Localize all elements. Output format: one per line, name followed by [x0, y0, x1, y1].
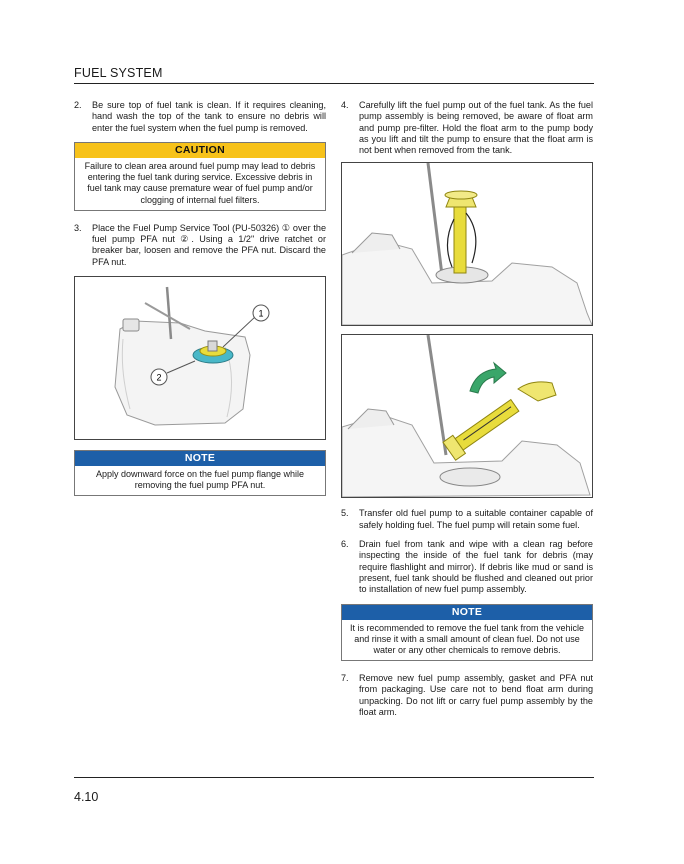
note-title: NOTE [342, 605, 592, 620]
step-7 [341, 673, 593, 718]
note-box-left [74, 450, 326, 496]
step-number: 6. [341, 539, 349, 550]
step-6 [341, 539, 593, 595]
figure-pump-lifting [341, 162, 593, 326]
step-4 [341, 100, 593, 156]
figure-callout-1: 1 [258, 308, 264, 319]
caution-box [74, 142, 326, 211]
step-number: 5. [341, 508, 349, 519]
footer-rule [74, 777, 594, 778]
step-number: 2. [74, 100, 82, 110]
step-text: Place the Fuel Pump Service Tool (PU-50326) ① over the fuel pump PFA nut ②. Using a 1/2" drive ratchet or breaker bar, loosen and remove the PFA nut. Discard the PFA nut. [92, 222, 326, 267]
step-2 [74, 100, 326, 134]
note-body: It is recommended to remove the fuel tank from the vehicle and rinse it with a small amount of clean fuel. Do not use water or any other chemicals to remove debris. [349, 622, 585, 655]
step-number: 3. [74, 222, 82, 233]
step-text: Transfer old fuel pump to a suitable container capable of safely holding fuel. The fuel pump will retain some fuel. [359, 508, 593, 530]
note-title: NOTE [75, 451, 325, 466]
right-column [341, 100, 593, 726]
step-text: Remove new fuel pump assembly, gasket and PFA nut from packaging. Use care not to bend float arm during unpacking. Do not lift or carry fuel pump assembly by the float arm. [359, 673, 593, 718]
pump-lift-illustration [342, 163, 592, 325]
fuel-tank-illustration [75, 277, 325, 439]
step-text: Drain fuel from tank and wipe with a clean rag before inspecting the inside of the fuel tank for debris (may require flashlight and mirror). If debris like mud or sand is present, fuel tank should be flushed and cleaned out prior to installation of new fuel pump assembly. [359, 539, 593, 595]
step-text: Carefully lift the fuel pump out of the fuel tank. As the fuel pump assembly is being removed, be aware of float arm and pump pre-filter. Hold the float arm to the pump body as you lift and tilt the pump to ensure that the float arm is not bent when removed from the tank. [359, 100, 593, 156]
figure-pump-tilt [341, 334, 593, 498]
step-5 [341, 508, 593, 531]
page-number: 4.10 [74, 790, 99, 804]
note-body: Apply downward force on the fuel pump flange while removing the fuel pump PFA nut. [95, 468, 305, 491]
note-box-right [341, 604, 593, 662]
step-3 [74, 223, 326, 268]
caution-body: Failure to clean area around fuel pump may lead to debris entering the fuel tank during service. Excessive debris in fuel tank may cause premature wear of fuel pump and/or clogging of internal fuel filters. [84, 160, 316, 205]
caution-title: CAUTION [75, 143, 325, 158]
figure-pfa-nut-removal [74, 276, 326, 440]
section-title: FUEL SYSTEM [74, 66, 163, 80]
pump-tilt-illustration [342, 335, 592, 497]
figure-callout-2: 2 [156, 372, 162, 383]
step-number: 7. [341, 673, 349, 684]
step-text: Be sure top of fuel tank is clean. If it requires cleaning, hand wash the top of the tank to ensure no debris will enter the fuel system when the fuel pump is removed. [92, 100, 326, 133]
header-rule [74, 83, 594, 84]
left-column [74, 100, 326, 508]
step-number: 4. [341, 100, 349, 110]
